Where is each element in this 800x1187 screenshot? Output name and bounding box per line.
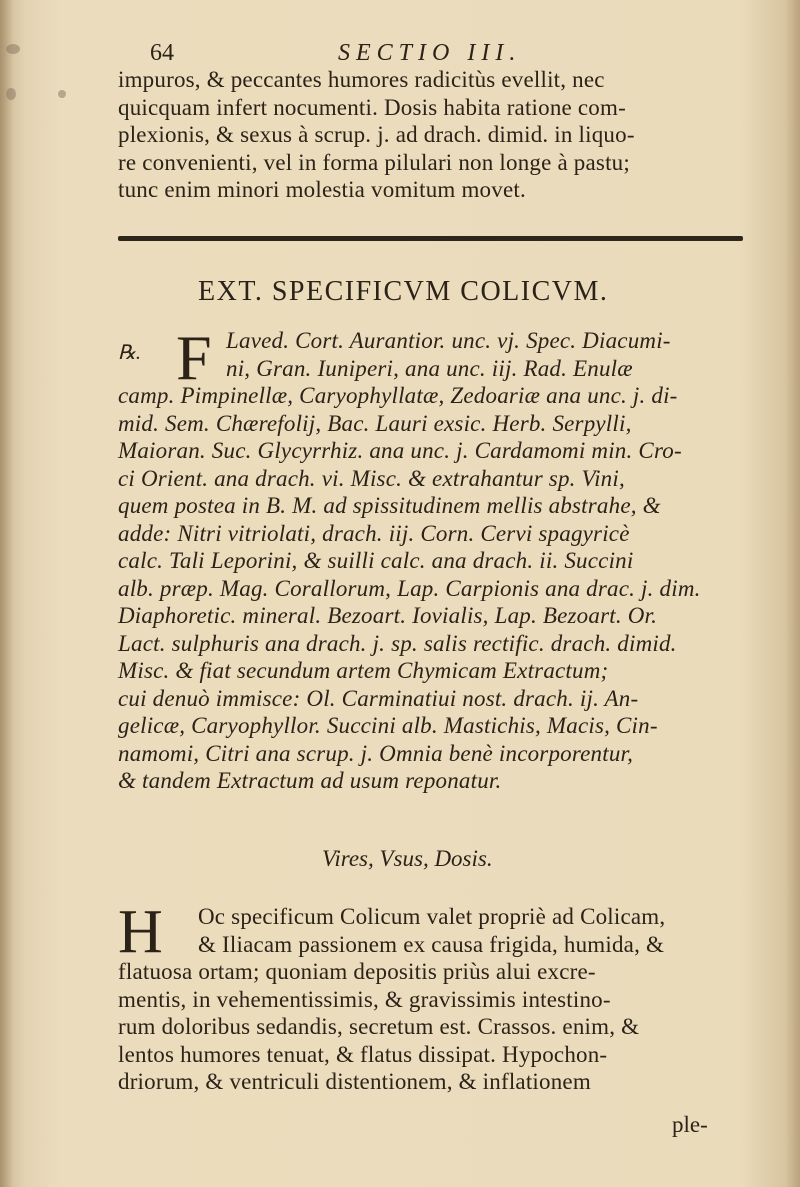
text-line: lentos humores tenuat, & flatus dissipat. Hypochon- [118, 1041, 608, 1067]
recipe-symbol: ℞. [118, 342, 141, 364]
drop-cap: H [118, 898, 163, 966]
text-line: Misc. & fiat secundum artem Chymicam Extractum; [118, 658, 609, 683]
text-line: adde: Nitri vitriolati, drach. iij. Corn. Cervi spagyricè [118, 520, 630, 546]
text-line: Diaphoretic. mineral. Bezoart. Iovialis, Lap. Bezoart. Or. [118, 603, 658, 628]
text-line: flatuosa ortam; quoniam depositis priùs alui excre- [118, 959, 596, 984]
section-title: SECTIO III. [338, 40, 522, 66]
section-subheading: Vires, Vsus, Dosis. [322, 846, 493, 871]
recipe-text [118, 322, 754, 795]
text-line: cui denuò immisce: Ol. Carminatiui nost. drach. ij. An- [118, 685, 639, 711]
text-line: quicquam infert nocumenti. Dosis habita ratione com- [118, 94, 626, 120]
text-line: gelicæ, Caryophyllor. Succini alb. Mastichis, Macis, Cin- [118, 713, 658, 738]
text-line: camp. Pimpinellæ, Caryophyllatæ, Zedoariæ ana unc. j. di- [118, 383, 678, 408]
text-line: Lact. sulphuris ana drach. j. sp. salis rectific. drach. dimid. [118, 630, 677, 656]
text-line: rum doloribus sedandis, secretum est. Crassos. enim, & [118, 1014, 640, 1039]
text-line: & Iliacam passionem ex causa frigida, humida, & [198, 931, 665, 957]
text-line: ci Orient. ana drach. vi. Misc. & extrahantur sp. Vini, [118, 465, 625, 491]
text-line: tunc enim minori molestia vomitum movet. [118, 177, 526, 202]
text-line: Laved. Cort. Aurantior. unc. vj. Spec. Diacumi- [226, 328, 671, 353]
running-header [150, 40, 750, 68]
text-line: & tandem Extractum ad usum reponatur. [118, 768, 502, 793]
text-line: ni, Gran. Iuniperi, ana unc. iij. Rad. Enulæ [226, 355, 633, 381]
horizontal-rule [118, 236, 743, 241]
text-line: impuros, & peccantes humores radicitùs evellit, nec [118, 67, 605, 92]
gutter-shadow [0, 0, 14, 1187]
text-line: Oc specificum Colicum valet propriè ad Colicam, [198, 904, 666, 929]
text-line: Maioran. Suc. Glycyrrhiz. ana unc. j. Cardamomi min. Cro- [118, 438, 682, 463]
ink-blot [58, 90, 66, 98]
ink-blot [6, 44, 20, 54]
recipe-heading: EXT. SPECIFICVM COLICVM. [198, 276, 609, 307]
text-line: driorum, & ventriculi distentionem, & inflationem [118, 1069, 591, 1094]
drop-cap: F [176, 322, 212, 393]
paragraph-body [118, 898, 754, 1096]
paragraph-continuation [118, 66, 754, 204]
catchword: ple- [672, 1112, 708, 1137]
text-line: plexionis, & sexus à scrup. j. ad drach. dimid. in liquo- [118, 122, 635, 147]
page-number: 64 [150, 40, 174, 66]
text-line: re convenienti, vel in forma pilulari non longe à pastu; [118, 149, 630, 175]
text-line: mid. Sem. Chærefolij, Bac. Lauri exsic. Herb. Serpylli, [118, 410, 632, 436]
text-line: calc. Tali Leporini, & suilli calc. ana drach. ii. Succini [118, 548, 634, 573]
text-line: namomi, Citri ana scrup. j. Omnia benè incorporentur, [118, 740, 634, 766]
text-line: quem postea in B. M. ad spissitudinem mellis abstrahe, & [118, 493, 661, 518]
ink-blot [6, 88, 16, 100]
text-line: mentis, in vehementissimis, & gravissimis intestino- [118, 986, 611, 1012]
text-line: alb. præp. Mag. Corallorum, Lap. Carpionis ana drac. j. dim. [118, 575, 701, 601]
